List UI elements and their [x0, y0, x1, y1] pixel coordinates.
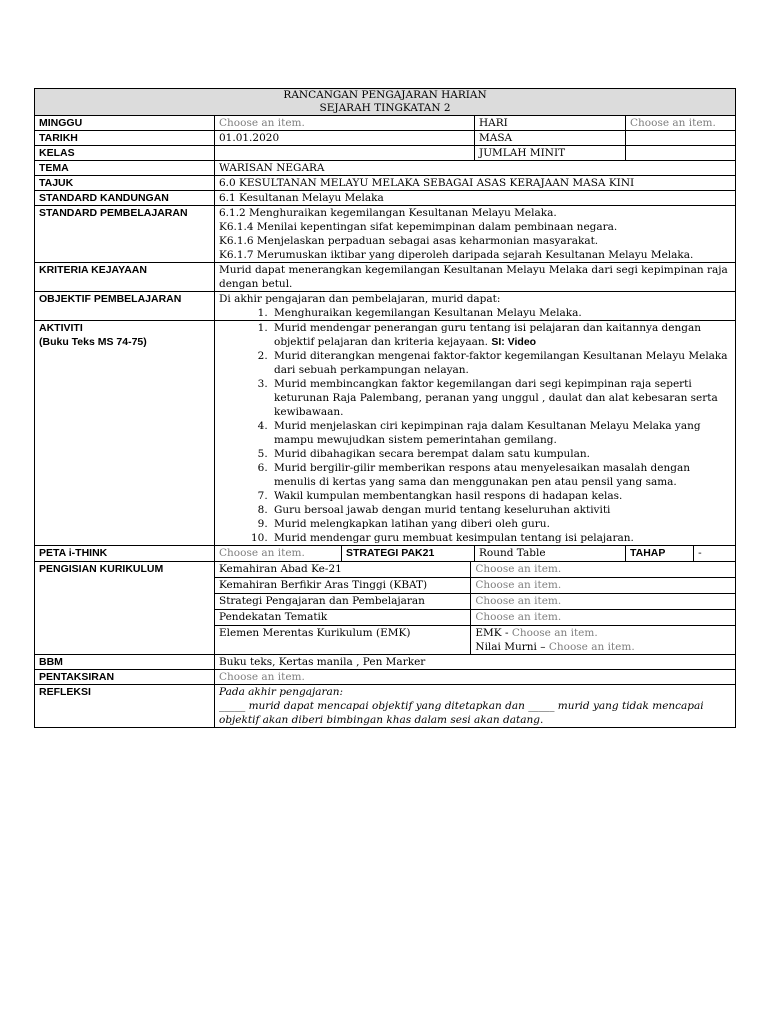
aktiviti-item: 5. Murid dibahagikan secara berempat dalam satu kumpulan. [271, 447, 731, 461]
pengisian-kurikulum-value [215, 562, 736, 655]
standard-pembelajaran-value[interactable] [215, 206, 736, 263]
sp-line: K6.1.6 Menjelaskan perpaduan sebagai asas keharmonian masyarakat. [219, 235, 599, 247]
sp-line: K6.1.7 Merumuskan iktibar yang diperoleh daripada sejarah Kesultanan Melayu Melaka. [219, 249, 694, 261]
minggu-label: MINGGU [35, 116, 215, 131]
kelas-label: KELAS [35, 146, 215, 161]
lesson-plan-table [34, 88, 736, 728]
aktiviti-item-text: Murid mendengar penerangan guru tentang isi pelajaran dan kaitannya dengan objektif pelajaran dan kriteria kejayaan. [274, 322, 701, 348]
pendekatan-tematik-label: Pendekatan Tematik [215, 610, 471, 626]
kriteria-label: KRITERIA KEJAYAAN [35, 263, 215, 292]
nilai-murni-dropdown[interactable]: Choose an item. [548, 641, 635, 653]
tahap-value[interactable]: - [698, 547, 702, 559]
tema-label: TEMA [35, 161, 215, 176]
abad21-label: Kemahiran Abad Ke-21 [215, 562, 471, 578]
tajuk-value[interactable]: 6.0 KESULTANAN MELAYU MELAKA SEBAGAI ASAS KERAJAAN MASA KINI [215, 176, 736, 191]
objektif-label: OBJEKTIF PEMBELAJARAN [35, 292, 215, 321]
jumlah-minit-label: JUMLAH MINIT [475, 146, 626, 161]
refleksi-line2: _____ murid dapat mencapai objektif yang ditetapkan dan _____ murid yang tidak mencapai objektif akan diberi bimbingan khas dalam sesi akan datang. [219, 700, 704, 726]
aktiviti-item [271, 321, 731, 349]
aktiviti-item: 10. Murid mendengar guru membuat kesimpulan tentang isi pelajaran. [271, 531, 731, 545]
masa-value[interactable] [626, 131, 736, 146]
aktiviti-item: 7. Wakil kumpulan membentangkan hasil respons di hadapan kelas. [271, 489, 731, 503]
nilai-murni-label: Nilai Murni – [475, 641, 549, 653]
aktiviti-item: 4. Murid menjelaskan ciri kepimpinan raja dalam Kesultanan Melayu Melaka yang mampu mewujudkan sistem pemerintahan gemilang. [271, 419, 731, 447]
nilai-murni-line [475, 640, 731, 654]
aktiviti-item: 9. Murid melengkapkan latihan yang diberi oleh guru. [271, 517, 731, 531]
minggu-dropdown[interactable]: Choose an item. [215, 116, 475, 131]
pentaksiran-label: PENTAKSIRAN [35, 670, 215, 685]
objektif-item: 1. Menghuraikan kegemilangan Kesultanan Melayu Melaka. [271, 306, 731, 320]
tahap-cell [626, 546, 736, 562]
abad21-dropdown[interactable]: Choose an item. [471, 562, 735, 578]
header-title: RANCANGAN PENGAJARAN HARIAN [283, 89, 487, 101]
plan-header [35, 89, 736, 116]
pendekatan-tematik-dropdown[interactable]: Choose an item. [471, 610, 735, 626]
pentaksiran-dropdown[interactable]: Choose an item. [215, 670, 736, 685]
tajuk-label: TAJUK [35, 176, 215, 191]
tahap-table [626, 546, 735, 561]
pengisian-table [215, 562, 735, 654]
aktiviti-item: 2. Murid diterangkan mengenai faktor-faktor kegemilangan Kesultanan Melayu Melaka dari sebuah perkampungan nelayan. [271, 349, 731, 377]
hari-label: HARI [475, 116, 626, 131]
peta-ithink-dropdown[interactable]: Choose an item. [215, 546, 342, 562]
si-video-label: SI: Video [491, 336, 537, 348]
objektif-value[interactable] [215, 292, 736, 321]
aktiviti-item: 3. Murid membincangkan faktor kegemilangan dari segi kepimpinan raja seperti keturunan Raja Palembang, peranan yang unggul , daulat dan alat kebesaran serta kewibawaan. [271, 377, 731, 419]
aktiviti-sublabel: (Buku Teks MS 74-75) [39, 336, 147, 348]
aktiviti-item: 6. Murid bergilir-gilir memberikan respons atau menyelesaikan masalah dengan menulis di kertas yang sama dan menggunakan pen atau pensil yang sama. [271, 461, 731, 489]
tahap-label: TAHAP [626, 546, 694, 561]
refleksi-value[interactable] [215, 685, 736, 728]
kbat-label: Kemahiran Berfikir Aras Tinggi (KBAT) [215, 578, 471, 594]
strategi-pak21-label: STRATEGI PAK21 [342, 546, 475, 562]
bbm-label: BBM [35, 655, 215, 670]
sp-line: K6.1.4 Menilai kepentingan sifat kepemimpinan dalam pembinaan negara. [219, 221, 618, 233]
strategi-pdp-label: Strategi Pengajaran dan Pembelajaran [215, 594, 471, 610]
kriteria-value[interactable]: Murid dapat menerangkan kegemilangan Kesultanan Melayu Melaka dari segi kepimpinan raja dengan betul. [215, 263, 736, 292]
aktiviti-title: AKTIVITI [39, 322, 83, 334]
standard-pembelajaran-label: STANDARD PEMBELAJARAN [35, 206, 215, 263]
peta-ithink-label: PETA i-THINK [35, 546, 215, 562]
pengisian-kurikulum-label: PENGISIAN KURIKULUM [35, 562, 215, 655]
emk-dropdown[interactable]: Choose an item. [511, 627, 598, 639]
aktiviti-value[interactable] [215, 321, 736, 546]
aktiviti-item: 8. Guru bersoal jawab dengan murid tentang keseluruhan aktiviti [271, 503, 731, 517]
hari-dropdown[interactable]: Choose an item. [626, 116, 736, 131]
emk-line [475, 626, 731, 640]
strategi-pdp-dropdown[interactable]: Choose an item. [471, 594, 735, 610]
refleksi-label: REFLEKSI [35, 685, 215, 728]
emk-row-label: Elemen Merentas Kurikulum (EMK) [215, 626, 471, 655]
tarikh-value[interactable]: 01.01.2020 [215, 131, 475, 146]
sp-line: 6.1.2 Menghuraikan kegemilangan Kesultanan Melayu Melaka. [219, 207, 557, 219]
masa-label: MASA [475, 131, 626, 146]
emk-nilai-cell [471, 626, 735, 655]
refleksi-line1: Pada akhir pengajaran: [219, 686, 344, 698]
aktiviti-label [35, 321, 215, 546]
tarikh-label: TARIKH [35, 131, 215, 146]
standard-kandungan-label: STANDARD KANDUNGAN [35, 191, 215, 206]
bbm-value[interactable]: Buku teks, Kertas manila , Pen Marker [215, 655, 736, 670]
header-subtitle: SEJARAH TINGKATAN 2 [319, 102, 451, 114]
emk-label: EMK - [475, 627, 512, 639]
tema-value[interactable]: WARISAN NEGARA [215, 161, 736, 176]
jumlah-minit-value[interactable] [626, 146, 736, 161]
kbat-dropdown[interactable]: Choose an item. [471, 578, 735, 594]
standard-kandungan-value[interactable]: 6.1 Kesultanan Melayu Melaka [215, 191, 736, 206]
strategi-pak21-value[interactable]: Round Table [475, 546, 626, 562]
objektif-intro: Di akhir pengajaran dan pembelajaran, murid dapat: [219, 293, 501, 305]
kelas-value[interactable] [215, 146, 475, 161]
